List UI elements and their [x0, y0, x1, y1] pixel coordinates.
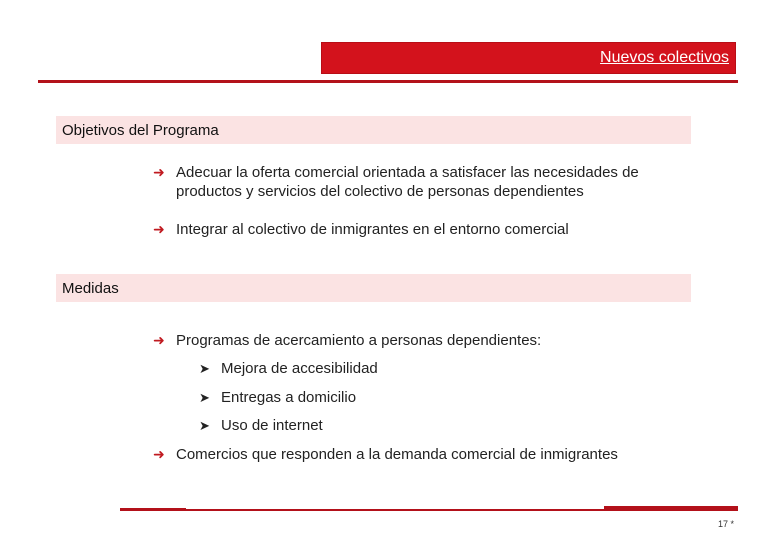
bullet-text: Adecuar la oferta comercial orientada a satisfacer las necesidades de productos y servicios del colectivo de personas dependientes	[176, 164, 639, 200]
bullet-text: Integrar al colectivo de inmigrantes en el entorno comercial	[176, 221, 569, 238]
arrow-bullet-icon: ➜	[153, 221, 165, 237]
bottom-divider-accent-right	[604, 506, 738, 510]
arrow-bullet-icon: ➜	[153, 446, 165, 462]
sub-bullet-item	[199, 388, 679, 407]
sub-bullet-item	[199, 416, 679, 435]
section-bar-objetivos	[56, 116, 691, 144]
page-title: Nuevos colectivos	[600, 49, 729, 66]
sub-bullet-text: Entregas a domicilio	[221, 389, 357, 406]
bullet-item	[153, 163, 693, 201]
top-divider	[38, 80, 738, 83]
chevron-bullet-icon: ➤	[199, 390, 210, 405]
bullet-item	[153, 220, 693, 239]
section-bar-medidas	[56, 274, 691, 302]
page-number: 17 *	[717, 519, 734, 529]
bullet-text: Programas de acercamiento a personas dependientes:	[176, 332, 542, 349]
section-title-medidas: Medidas	[62, 280, 119, 297]
sub-bullet-text: Mejora de accesibilidad	[221, 360, 378, 377]
title-banner	[321, 42, 736, 74]
bottom-divider-accent-left	[120, 508, 186, 511]
section-title-objetivos: Objetivos del Programa	[62, 122, 219, 139]
bullet-item	[153, 445, 693, 464]
arrow-bullet-icon: ➜	[153, 164, 165, 180]
chevron-bullet-icon: ➤	[199, 418, 210, 433]
bullet-item	[153, 331, 693, 350]
sub-bullet-text: Uso de internet	[221, 417, 323, 434]
arrow-bullet-icon: ➜	[153, 332, 165, 348]
bullet-text: Comercios que responden a la demanda comercial de inmigrantes	[176, 446, 618, 463]
chevron-bullet-icon: ➤	[199, 361, 210, 376]
sub-bullet-item	[199, 359, 679, 378]
